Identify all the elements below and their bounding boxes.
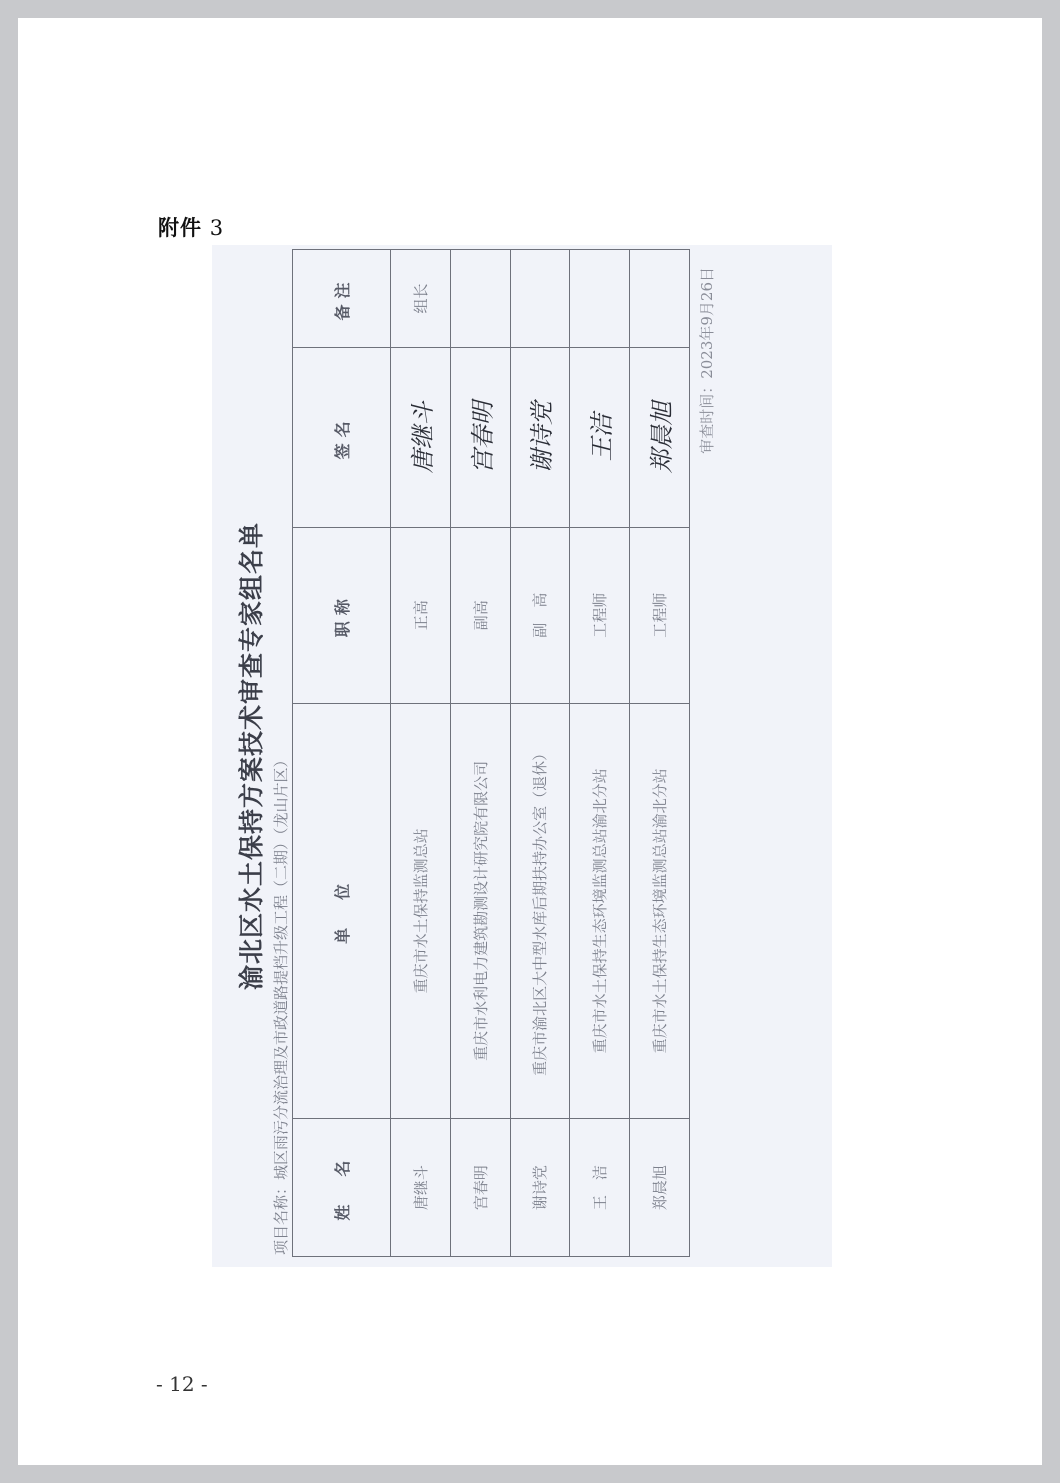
form-title: 渝北区水土保持方案技术审查专家组名单 bbox=[237, 522, 266, 991]
rotated-form bbox=[212, 245, 832, 1267]
cell-name: 王 洁 bbox=[570, 1119, 630, 1257]
cell-name: 谢诗党 bbox=[510, 1119, 570, 1257]
header-unit: 单 位 bbox=[293, 703, 391, 1119]
header-signature: 签名 bbox=[293, 347, 391, 527]
project-name: 项目名称：城区雨污分流治理及市政道路提档升级工程（二期）（龙山片区） bbox=[272, 752, 290, 1255]
cell-signature bbox=[450, 347, 510, 527]
cell-note bbox=[630, 250, 690, 348]
cell-unit: 重庆市水土保持生态环境监测总站渝北分站 bbox=[570, 703, 630, 1119]
cell-title: 正高 bbox=[391, 527, 451, 703]
handwritten-signature: 王洁 bbox=[588, 413, 617, 462]
handwritten-signature: 宫春明 bbox=[468, 401, 497, 474]
header-note: 备注 bbox=[293, 250, 391, 348]
expert-table bbox=[292, 249, 690, 1257]
table-row bbox=[510, 250, 570, 1257]
cell-title: 副高 bbox=[450, 527, 510, 703]
handwritten-signature: 郑晨旭 bbox=[648, 401, 677, 474]
cell-note bbox=[510, 250, 570, 348]
cell-title: 工程师 bbox=[570, 527, 630, 703]
table-row bbox=[630, 250, 690, 1257]
cell-name: 宫春明 bbox=[450, 1119, 510, 1257]
handwritten-signature: 唐继斗 bbox=[408, 401, 437, 474]
cell-title: 副 高 bbox=[510, 527, 570, 703]
cell-unit: 重庆市水利电力建筑勘测设计研究院有限公司 bbox=[450, 703, 510, 1119]
cell-unit: 重庆市渝北区大中型水库后期扶持办公室（退休） bbox=[510, 703, 570, 1119]
handwritten-signature: 谢诗党 bbox=[528, 401, 557, 474]
review-date: 审查时间：2023年9月26日 bbox=[698, 267, 716, 454]
table-row bbox=[570, 250, 630, 1257]
table-row bbox=[391, 250, 451, 1257]
attachment-label bbox=[158, 212, 224, 242]
cell-name: 郑晨旭 bbox=[630, 1119, 690, 1257]
cell-name: 唐继斗 bbox=[391, 1119, 451, 1257]
cell-signature bbox=[570, 347, 630, 527]
attachment-word: 附件 bbox=[158, 216, 202, 240]
cell-note: 组长 bbox=[391, 250, 451, 348]
scanned-form-image bbox=[212, 245, 832, 1267]
cell-title: 工程师 bbox=[630, 527, 690, 703]
header-title: 职称 bbox=[293, 527, 391, 703]
table-row bbox=[450, 250, 510, 1257]
cell-unit: 重庆市水土保持监测总站 bbox=[391, 703, 451, 1119]
document-page bbox=[18, 18, 1042, 1465]
cell-note bbox=[450, 250, 510, 348]
page-number: - 12 - bbox=[156, 1372, 208, 1396]
cell-signature bbox=[630, 347, 690, 527]
attachment-number: 3 bbox=[209, 216, 225, 240]
cell-signature bbox=[391, 347, 451, 527]
cell-note bbox=[570, 250, 630, 348]
table-header-row bbox=[293, 250, 391, 1257]
cell-signature bbox=[510, 347, 570, 527]
header-name: 姓 名 bbox=[293, 1119, 391, 1257]
cell-unit: 重庆市水土保持生态环境监测总站渝北分站 bbox=[630, 703, 690, 1119]
